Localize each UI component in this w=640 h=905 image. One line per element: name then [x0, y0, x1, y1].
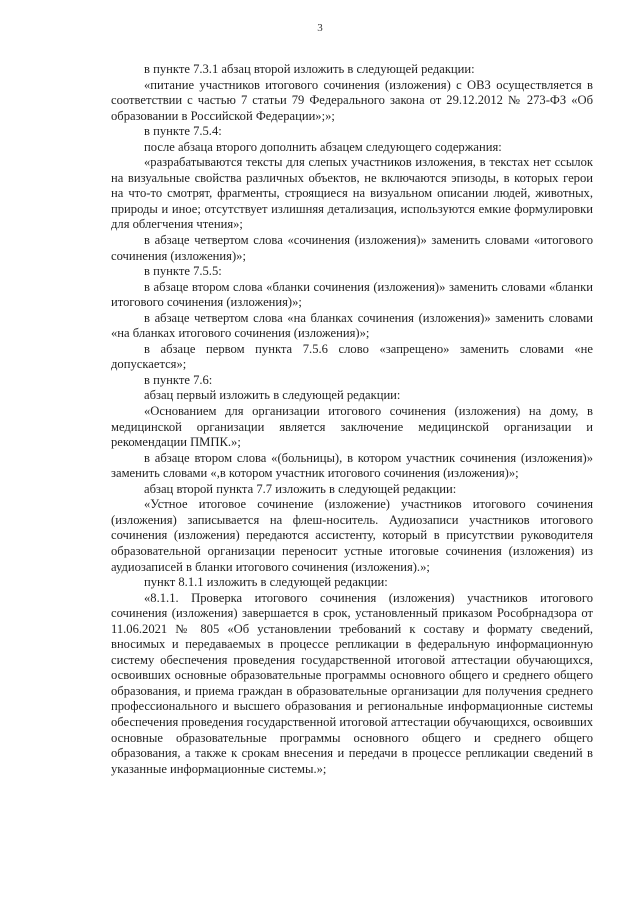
page-number: 3 [317, 22, 323, 34]
paragraph: в пункте 7.5.5: [144, 264, 222, 279]
paragraph: «Устное итоговое сочинение (изложение) участников итогового сочинения (изложения) записывается на флеш-носитель. Аудиозаписи участников итогового сочинения (изложения) передаются ассистенту, который в присутствии руководителя образовательной организации переносит устные итоговые сочинения (изложения) из аудиозаписей в бланки итогового сочинения (изложения).»; [111, 497, 593, 574]
paragraph: «разрабатываются тексты для слепых участников изложения, в текстах нет ссылок на визуальные свойства различных объектов, не включаются эпизоды, в которых герои на что-то смотрят, фрагменты, строящиеся на визуальном описании людей, животных, природы и иное; отсутствует излишняя детализация, используются емкие формулировки для облегчения чтения»; [111, 155, 593, 232]
paragraph: в пункте 7.6: [144, 372, 213, 387]
paragraph: «Основанием для организации итогового сочинения (изложения) на дому, в медицинской организации является заключение медицинской организации и рекомендации ПМПК.»; [111, 404, 593, 450]
paragraph: абзац первый изложить в следующей редакции: [144, 388, 401, 403]
paragraph: абзац второй пункта 7.7 изложить в следующей редакции: [144, 481, 457, 496]
paragraph: в абзаце втором слова «бланки сочинения (изложения)» заменить словами «бланки итогового сочинения (изложения)»; [111, 279, 593, 310]
paragraph: после абзаца второго дополнить абзацем следующего содержания: [144, 139, 502, 154]
paragraph: в абзаце четвертом слова «сочинения (изложения)» заменить словами «итогового сочинения (изложения)»; [111, 233, 593, 263]
paragraph: в пункте 7.3.1 абзац второй изложить в следующей редакции: [144, 62, 475, 76]
document-body [111, 62, 593, 777]
paragraph: в пункте 7.5.4: [144, 124, 222, 139]
paragraph: «питание участников итогового сочинения (изложения) с ОВЗ осуществляется в соответствии с частью 7 статьи 79 Федерального закона от 29.12.2012 № 273-ФЗ «Об образовании в Российской Федерации»;»; [111, 77, 593, 123]
paragraph: в абзаце четвертом слова «на бланках сочинения (изложения)» заменить словами «на бланках итогового сочинения (изложения)»; [111, 310, 593, 341]
paragraph: в абзаце первом пункта 7.5.6 слово «запрещено» заменить словами «не допускается»; [111, 341, 593, 372]
paragraph: «8.1.1. Проверка итогового сочинения (изложения) участников итогового сочинения (изложения) завершается в срок, установленный приказом Рособрнадзора от 11.06.2021 № 805 «Об установлении требований к составу и формату сведений, вносимых и передаваемых в процессе репликации в федеральную информационную систему обеспечения проведения государственной итоговой аттестации обучающихся, освоивших основные образовательные программы основного общего и среднего общего образования, и приема граждан в образовательные организации для получения среднего профессионального и высшего образования и региональные информационные системы обеспечения проведения государственной итоговой аттестации обучающихся, освоивших основные образовательные программы основного общего и среднего общего образования, а также к срокам внесения и передачи в процессе репликации сведений в указанные информационные системы.»; [111, 590, 593, 776]
paragraph: в абзаце втором слова «(больницы), в котором участник сочинения (изложения)» заменить словами «,в котором участник итогового сочинения (изложения)»; [111, 450, 593, 481]
paragraph: пункт 8.1.1 изложить в следующей редакции: [144, 575, 388, 590]
